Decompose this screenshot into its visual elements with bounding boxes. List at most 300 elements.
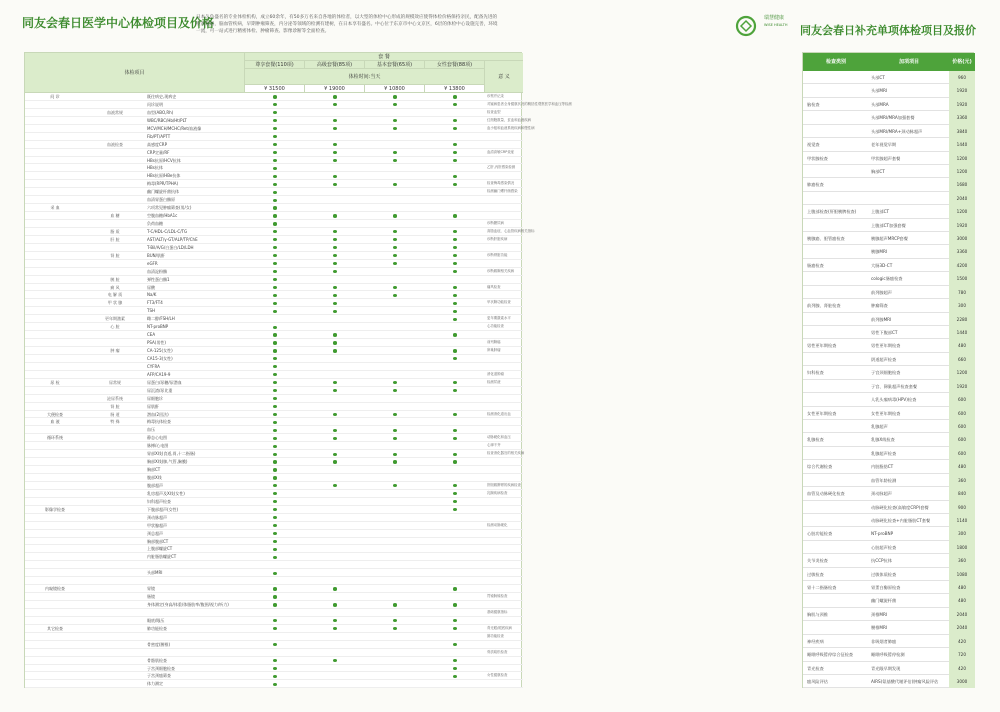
row-item: 骨骼肌检查 xyxy=(147,657,167,663)
row-meaning: 检测幽门螺杆菌感染 xyxy=(487,189,518,194)
included-dot-icon xyxy=(273,421,277,424)
addon-item: 胃蛋白酶原检查 xyxy=(871,585,901,591)
included-dot-icon xyxy=(453,159,457,162)
addon-row xyxy=(803,554,975,567)
included-dot-icon xyxy=(273,278,277,281)
main-table-header xyxy=(25,53,523,93)
included-dot-icon xyxy=(273,405,277,408)
row-meaning: 高脂血症，心血管疾病相关指标 xyxy=(487,228,535,233)
included-dot-icon xyxy=(273,437,277,440)
table-row xyxy=(25,228,535,236)
addon-price: 960 xyxy=(949,71,975,84)
table-row xyxy=(25,411,523,419)
included-dot-icon xyxy=(393,151,397,154)
row-meaning: 检查消化器官的相关疾病 xyxy=(487,451,525,456)
table-row xyxy=(25,157,523,165)
row-item: 子宫颈细胞检查 xyxy=(147,665,175,671)
package-price-2: ¥ 10800 xyxy=(365,85,425,93)
row-subcategory: 心 脏 xyxy=(110,324,120,330)
included-dot-icon xyxy=(453,95,457,98)
addon-row xyxy=(803,339,975,352)
row-meaning: 青光眼/眼底疾病 xyxy=(487,625,512,630)
addon-item: 睡眠呼吸暂停检测 xyxy=(871,652,905,658)
row-meaning: 前列腺癌 xyxy=(487,340,501,345)
included-dot-icon xyxy=(393,238,397,241)
addon-price: 300 xyxy=(949,527,975,540)
included-dot-icon xyxy=(273,159,277,162)
included-dot-icon xyxy=(273,175,277,178)
addon-price: 600 xyxy=(949,433,975,446)
addon-table-header xyxy=(803,53,975,71)
included-dot-icon xyxy=(333,286,337,289)
included-dot-icon xyxy=(393,95,397,98)
row-meaning: 甲状腺功能检查 xyxy=(487,300,511,305)
included-dot-icon xyxy=(273,270,277,273)
row-item: 血清淀粉酶 xyxy=(147,268,167,274)
table-row xyxy=(25,434,523,442)
table-row xyxy=(25,553,523,561)
table-row xyxy=(25,339,523,347)
included-dot-icon xyxy=(273,397,277,400)
addon-price: 1080 xyxy=(949,568,975,581)
row-item: 梅毒抗体检查 xyxy=(147,419,171,425)
included-dot-icon xyxy=(393,119,397,122)
logo-text xyxy=(764,15,788,29)
included-dot-icon xyxy=(453,667,457,670)
addon-price: 480 xyxy=(949,460,975,473)
table-row xyxy=(25,641,523,649)
included-dot-icon xyxy=(273,254,277,257)
addon-price: 360 xyxy=(949,554,975,567)
addon-item: 头部MRI/MRA加强套餐 xyxy=(871,115,915,121)
addon-item: 血管年龄检测 xyxy=(871,477,897,483)
addon-table-body xyxy=(803,71,975,688)
included-dot-icon xyxy=(273,111,277,114)
table-row xyxy=(25,577,523,585)
table-row xyxy=(25,371,523,379)
addon-row xyxy=(803,259,975,272)
row-subcategory: 肾 脏 xyxy=(110,252,120,258)
row-meaning: 诊察并记录 xyxy=(487,94,504,98)
included-dot-icon xyxy=(453,119,457,122)
table-row xyxy=(25,363,523,371)
logo-text-en: WISE HEALTH xyxy=(764,23,788,27)
row-item: HBs抗原/HCV抗体 xyxy=(147,157,181,163)
included-dot-icon xyxy=(453,389,457,392)
included-dot-icon xyxy=(273,143,277,146)
included-dot-icon xyxy=(273,95,277,98)
addon-price: 420 xyxy=(949,662,975,675)
table-row xyxy=(25,204,523,212)
included-dot-icon xyxy=(273,238,277,241)
addon-row xyxy=(803,447,975,460)
row-meaning: 血清高敏CRP炎症 xyxy=(487,149,515,154)
included-dot-icon xyxy=(333,389,337,392)
addon-row xyxy=(803,111,975,124)
addon-item: 过敏体质检查 xyxy=(871,571,897,577)
included-dot-icon xyxy=(333,310,337,313)
row-subcategory: 更年期激素 xyxy=(105,316,125,322)
table-row xyxy=(25,284,523,292)
row-subcategory: 泌尿系统 xyxy=(107,395,123,401)
table-row xyxy=(25,442,523,450)
row-item: CEA xyxy=(147,332,156,338)
table-row xyxy=(25,387,523,395)
addon-item: 抗CCP抗体 xyxy=(871,558,892,564)
addon-price: 1200 xyxy=(949,165,975,178)
col-package-header: 套 餐 xyxy=(378,54,390,60)
row-item: FT3/FT4 xyxy=(147,300,163,306)
addon-row xyxy=(803,245,975,258)
row-meaning: 检测动脉硬化 xyxy=(487,522,508,527)
included-dot-icon xyxy=(273,429,277,432)
addon-category: 睡眠呼吸暂停综合征检查 xyxy=(807,652,854,658)
addon-item: 非吸烟者肺癌 xyxy=(871,638,897,644)
row-meaning: 乳腺疾病检查 xyxy=(487,490,508,495)
addon-price-table xyxy=(802,52,974,688)
included-dot-icon xyxy=(273,413,277,416)
addon-category: 肠癌检查 xyxy=(807,262,824,268)
included-dot-icon xyxy=(453,603,457,606)
row-category: 采 血 xyxy=(50,205,60,211)
row-item: HBs抗体 xyxy=(147,165,163,171)
addon-row xyxy=(803,514,975,527)
addon-price: 1920 xyxy=(949,219,975,232)
addon-row xyxy=(803,272,975,285)
included-dot-icon xyxy=(333,246,337,249)
addon-item: 乳腺X线检查 xyxy=(871,437,895,443)
included-dot-icon xyxy=(333,294,337,297)
package-price-1: ¥ 19000 xyxy=(305,85,365,93)
included-dot-icon xyxy=(453,500,457,503)
included-dot-icon xyxy=(273,365,277,368)
addon-row xyxy=(803,326,975,339)
addon-category: 胃十二指肠检查 xyxy=(807,585,837,591)
table-row xyxy=(25,665,523,673)
row-item: NT-proBNP xyxy=(147,324,169,330)
included-dot-icon xyxy=(453,381,457,384)
included-dot-icon xyxy=(333,349,337,352)
included-dot-icon xyxy=(273,643,277,646)
table-row xyxy=(25,212,523,220)
included-dot-icon xyxy=(273,373,277,376)
row-category: 内窥镜检查 xyxy=(45,586,65,592)
row-item: 胃部X线(食道,胃,十二指肠) xyxy=(147,451,196,457)
table-row xyxy=(25,633,523,641)
included-dot-icon xyxy=(273,532,277,535)
addon-price: 1800 xyxy=(949,541,975,554)
included-dot-icon xyxy=(273,349,277,352)
included-dot-icon xyxy=(333,460,337,463)
row-subcategory: 痛 风 xyxy=(110,284,120,290)
row-meaning: 消化道肿瘤 xyxy=(487,371,504,376)
addon-item: 子宫、卵巢超声检查套餐 xyxy=(871,383,918,389)
addon-row xyxy=(803,366,975,379)
table-row xyxy=(25,109,523,117)
table-row xyxy=(25,180,523,188)
row-item: 颈动脉超声 xyxy=(147,514,167,520)
addon-category: 男性更年期检查 xyxy=(807,343,837,349)
included-dot-icon xyxy=(273,230,277,233)
package-price-0: ¥ 31500 xyxy=(245,85,305,93)
addon-category: 前列腺、肾脏检查 xyxy=(807,303,841,309)
addon-row xyxy=(803,501,975,514)
addon-col-price: 价格(元) xyxy=(952,59,972,65)
row-item: 子宫颈癌筛查 xyxy=(147,673,171,679)
row-item: 胸部腹部CT xyxy=(147,538,169,544)
included-dot-icon xyxy=(273,516,277,519)
included-dot-icon xyxy=(393,183,397,186)
included-dot-icon xyxy=(273,556,277,559)
row-subcategory: 脂 质 xyxy=(110,228,120,234)
addon-price: 1200 xyxy=(949,205,975,218)
addon-item: 上腹部CT加强套餐 xyxy=(871,222,906,228)
included-dot-icon xyxy=(273,357,277,360)
row-item: WBC/RBC/Hb/Ht/PLT xyxy=(147,117,187,123)
addon-item: 人乳头瘤病毒(HPV)检查 xyxy=(871,397,917,403)
row-subcategory: 血液检查 xyxy=(107,141,123,147)
included-dot-icon xyxy=(273,619,277,622)
table-row xyxy=(25,522,523,530)
included-dot-icon xyxy=(273,500,277,503)
included-dot-icon xyxy=(333,262,337,265)
included-dot-icon xyxy=(273,246,277,249)
addon-price: 3000 xyxy=(949,232,975,245)
included-dot-icon xyxy=(393,214,397,217)
table-row xyxy=(25,101,572,109)
row-meaning: 更年期激素水平 xyxy=(487,316,511,321)
row-item: 尿细胞诊 xyxy=(147,395,163,401)
included-dot-icon xyxy=(453,270,457,273)
included-dot-icon xyxy=(273,119,277,122)
table-row xyxy=(25,561,523,569)
table-row xyxy=(25,331,523,339)
addon-col-category: 检查类别 xyxy=(825,59,846,65)
row-meaning: 检测消化道出血 xyxy=(487,411,511,416)
table-row xyxy=(25,355,523,363)
included-dot-icon xyxy=(273,492,277,495)
included-dot-icon xyxy=(453,349,457,352)
included-dot-icon xyxy=(273,476,277,479)
addon-category: 妇科检查 xyxy=(807,370,824,376)
included-dot-icon xyxy=(453,675,457,678)
included-dot-icon xyxy=(273,572,277,575)
included-dot-icon xyxy=(273,587,277,590)
included-dot-icon xyxy=(273,524,277,527)
addon-price: 3360 xyxy=(949,111,975,124)
included-dot-icon xyxy=(393,286,397,289)
addon-price: 300 xyxy=(949,299,975,312)
addon-row xyxy=(803,71,975,84)
included-dot-icon xyxy=(333,587,337,590)
row-item: TSH xyxy=(147,308,155,314)
row-meaning: 胃镜肠镜检查 xyxy=(487,594,508,599)
table-row xyxy=(25,307,523,315)
included-dot-icon xyxy=(453,659,457,662)
included-dot-icon xyxy=(273,341,277,344)
included-dot-icon xyxy=(333,302,337,305)
addon-row xyxy=(803,594,975,607)
included-dot-icon xyxy=(453,643,457,646)
addon-col-item: 加项项目 xyxy=(898,59,919,65)
addon-category: 青光检查 xyxy=(807,665,824,671)
included-dot-icon xyxy=(393,230,397,233)
row-meaning: 心功能检查 xyxy=(487,324,504,329)
table-row xyxy=(25,260,523,268)
included-dot-icon xyxy=(393,103,397,106)
included-dot-icon xyxy=(273,627,277,630)
table-row xyxy=(25,514,523,522)
row-item: 腹部超声 xyxy=(147,482,163,488)
addon-category: 女性更年期检查 xyxy=(807,410,837,416)
included-dot-icon xyxy=(453,127,457,130)
addon-category: 过敏检查 xyxy=(807,571,824,577)
included-dot-icon xyxy=(333,214,337,217)
addon-price: 600 xyxy=(949,447,975,460)
included-dot-icon xyxy=(453,254,457,257)
row-item: MCV/MCH/MCHC/Ret/血液像 xyxy=(147,125,202,131)
addon-category: 神经疾病 xyxy=(807,638,824,644)
row-meaning: 检查梅毒感染情况 xyxy=(487,181,515,186)
table-row xyxy=(25,125,535,133)
table-row xyxy=(25,220,523,228)
included-dot-icon xyxy=(273,294,277,297)
table-row xyxy=(25,680,523,688)
addon-item: 女性更年期检查 xyxy=(871,410,901,416)
table-row xyxy=(25,418,523,426)
included-dot-icon xyxy=(453,286,457,289)
row-item: 甲状腺超声 xyxy=(147,522,167,528)
included-dot-icon xyxy=(453,484,457,487)
included-dot-icon xyxy=(333,127,337,130)
included-dot-icon xyxy=(453,357,457,360)
row-item: 六项常见肿瘤筛查(男/女) xyxy=(147,205,192,211)
addon-item: 头部MRI xyxy=(871,88,888,94)
addon-category: 血管及动脉硬化检查 xyxy=(807,491,845,497)
row-item: 尿蛋白/尿糖/尿潜血 xyxy=(147,379,182,385)
table-row xyxy=(25,466,523,474)
addon-item: 头部MRA xyxy=(871,101,889,107)
addon-price: 2040 xyxy=(949,608,975,621)
table-row xyxy=(25,538,523,546)
row-subcategory: 肝 脏 xyxy=(110,236,120,242)
addon-price: 360 xyxy=(949,474,975,487)
included-dot-icon xyxy=(273,135,277,138)
row-item: 胸部X线(肺,气管,胸膜) xyxy=(147,459,188,465)
included-dot-icon xyxy=(273,603,277,606)
addon-row xyxy=(803,621,975,634)
included-dot-icon xyxy=(453,429,457,432)
row-item: CA-125(女性) xyxy=(147,348,173,353)
row-meaning: 诊断胰腺相关疾病 xyxy=(487,268,515,273)
row-item: 空腹血糖/HbA1c xyxy=(147,213,178,219)
included-dot-icon xyxy=(273,667,277,670)
row-category: 大便检查 xyxy=(47,411,63,417)
row-meaning: 检查血型 xyxy=(487,109,501,114)
main-package-table xyxy=(24,52,572,688)
included-dot-icon xyxy=(333,429,337,432)
addon-row xyxy=(803,648,975,661)
row-meaning: 肝胆胰脾肾的疾病检查 xyxy=(487,482,521,487)
row-meaning: 心律不齐 xyxy=(487,443,501,448)
included-dot-icon xyxy=(453,151,457,154)
row-category: 血 液 xyxy=(50,419,60,425)
row-meaning: 对疑病患者全身健康状况的概括性观察医学和血压等检测 xyxy=(487,101,572,106)
included-dot-icon xyxy=(273,183,277,186)
row-meaning: 肺功能检查 xyxy=(487,633,504,638)
included-dot-icon xyxy=(273,222,277,225)
row-item: T-Bil/A/G/白蛋白/LD/LDH xyxy=(147,244,194,250)
included-dot-icon xyxy=(273,595,277,598)
row-item: 下腹部超声(女性) xyxy=(147,506,179,512)
included-dot-icon xyxy=(273,103,277,106)
addon-category: 甲状腺检查 xyxy=(807,155,828,161)
row-item: 潜血(2回法) xyxy=(147,411,169,417)
addon-row xyxy=(803,165,975,178)
addon-price: 1920 xyxy=(949,380,975,393)
table-row xyxy=(25,268,523,276)
included-dot-icon xyxy=(453,437,457,440)
addon-price: 1200 xyxy=(949,366,975,379)
row-meaning: 检测尿液 xyxy=(487,379,501,384)
addon-row xyxy=(803,407,975,420)
row-category: 问 诊 xyxy=(50,94,60,99)
included-dot-icon xyxy=(393,381,397,384)
included-dot-icon xyxy=(273,333,277,336)
addon-price: 840 xyxy=(949,487,975,500)
included-dot-icon xyxy=(273,389,277,392)
included-dot-icon xyxy=(453,143,457,146)
included-dot-icon xyxy=(333,603,337,606)
addon-price: 1500 xyxy=(949,272,975,285)
addon-row xyxy=(803,313,975,326)
addon-row xyxy=(803,527,975,540)
table-row xyxy=(25,403,523,411)
addon-price: 1440 xyxy=(949,326,975,339)
included-dot-icon xyxy=(333,333,337,336)
row-item: 头部MRI xyxy=(147,570,163,576)
package-price-3: ¥ 13800 xyxy=(425,85,485,93)
addon-item: 大肠3D-CT xyxy=(871,262,893,268)
table-row xyxy=(25,236,523,244)
table-row xyxy=(25,498,523,506)
included-dot-icon xyxy=(273,127,277,130)
table-row xyxy=(25,117,532,125)
row-meaning: 女性健康检查 xyxy=(487,673,508,678)
addon-item: 幽门螺旋杆菌 xyxy=(871,598,897,604)
included-dot-icon xyxy=(333,484,337,487)
addon-item: 动脉硬化检查+内脏脂肪CT套餐 xyxy=(871,517,931,523)
included-dot-icon xyxy=(273,199,277,202)
package-name-2: 基本套餐(65项) xyxy=(365,61,425,69)
row-item: 雌二醇/FSH/LH xyxy=(147,316,175,322)
included-dot-icon xyxy=(273,326,277,329)
table-row xyxy=(25,569,523,577)
row-category: 循环系统 xyxy=(47,435,63,441)
row-item: Fib/PT/APTT xyxy=(147,133,171,139)
row-category: 其它检查 xyxy=(47,625,63,631)
addon-row xyxy=(803,662,975,675)
row-item: 胃镜 xyxy=(147,586,155,592)
addon-price: 600 xyxy=(949,393,975,406)
row-item: eGFR xyxy=(147,260,158,266)
addon-row xyxy=(803,192,975,205)
included-dot-icon xyxy=(333,119,337,122)
row-item: 内脏脂肪螺旋CT xyxy=(147,554,177,560)
addon-item: 甲状腺超声套餐 xyxy=(871,155,901,161)
row-item: 眼底/眼压 xyxy=(147,617,165,623)
addon-item: 胸部CT xyxy=(871,168,885,174)
